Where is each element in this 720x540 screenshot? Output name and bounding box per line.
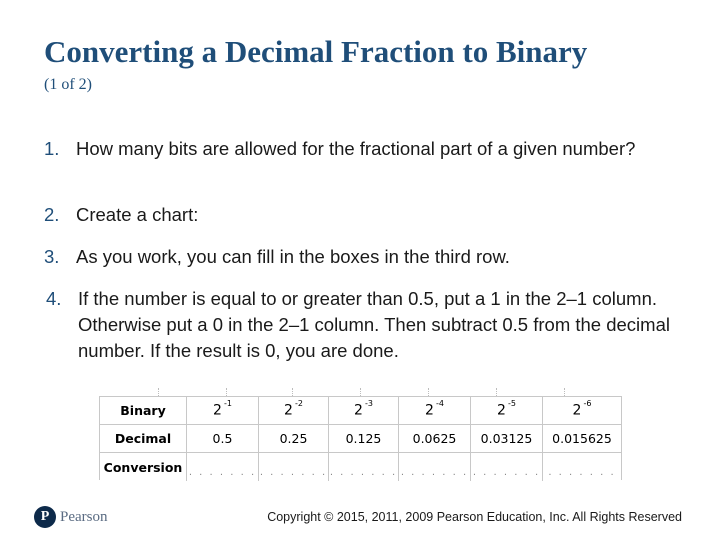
list-item [44,202,674,228]
decimal-cell: 0.25 [259,425,329,453]
power-cell: 2 $^{-1}$ [187,397,259,425]
item-text: Create a chart: [76,204,199,225]
power-cell: 2 $^{-6}$ [543,397,621,425]
power-cell: 2 $^{-5}$ [471,397,543,425]
conversion-cell: . . . . . . . [259,453,329,481]
pearson-p-icon: P [34,506,56,528]
slide-subtitle: (1 of 2) [44,76,92,93]
item-text: As you work, you can fill in the boxes in the third row. [76,246,510,267]
copyright-notice: Copyright © 2015, 2011, 2009 Pearson Education, Inc. All Rights Reserved [267,510,682,524]
power-cell: 2 $^{-2}$ [259,397,329,425]
decimal-row [100,425,621,453]
power-cell: 2 $^{-4}$ [399,397,471,425]
item-text: If the number is equal to or greater than 0.5, put a 1 in the 2–1 column. Otherwise put a 0 in the 2–1 column. Then subtract 0.5 from the decimal number. If the result is 0, you are done. [78,288,670,361]
list-item [44,136,674,162]
list-item [46,286,672,364]
conversion-chart [99,396,622,480]
conversion-cell: . . . . . . . [471,453,543,481]
slide-title: Converting a Decimal Fraction to Binary [44,34,588,69]
decimal-cell: 0.03125 [471,425,543,453]
item-text: How many bits are allowed for the fractional part of a given number? [76,138,636,159]
binary-row [100,397,621,425]
conversion-cell: . . . . . . . [187,453,259,481]
pearson-logo [34,506,108,528]
decimal-cell: 0.125 [329,425,399,453]
conversion-cell: . . . . . . . [329,453,399,481]
decimal-cell: 0.0625 [399,425,471,453]
conversion-cell: . . . . . . . [399,453,471,481]
conversion-row [100,453,621,481]
logo-text: Pearson [60,508,108,525]
row-label: Conversion [100,453,187,481]
item-number: 1. [44,138,60,159]
item-number: 2. [44,204,60,225]
power-cell: 2 $^{-3}$ [329,397,399,425]
row-label: Binary [100,397,187,425]
decimal-cell: 0.5 [187,425,259,453]
item-number: 3. [44,246,60,267]
decimal-cell: 0.015625 [543,425,621,453]
conversion-cell: . . . . . . . [548,467,616,478]
list-item [44,244,674,270]
row-label: Decimal [100,425,187,453]
item-number: 4. [46,288,62,309]
